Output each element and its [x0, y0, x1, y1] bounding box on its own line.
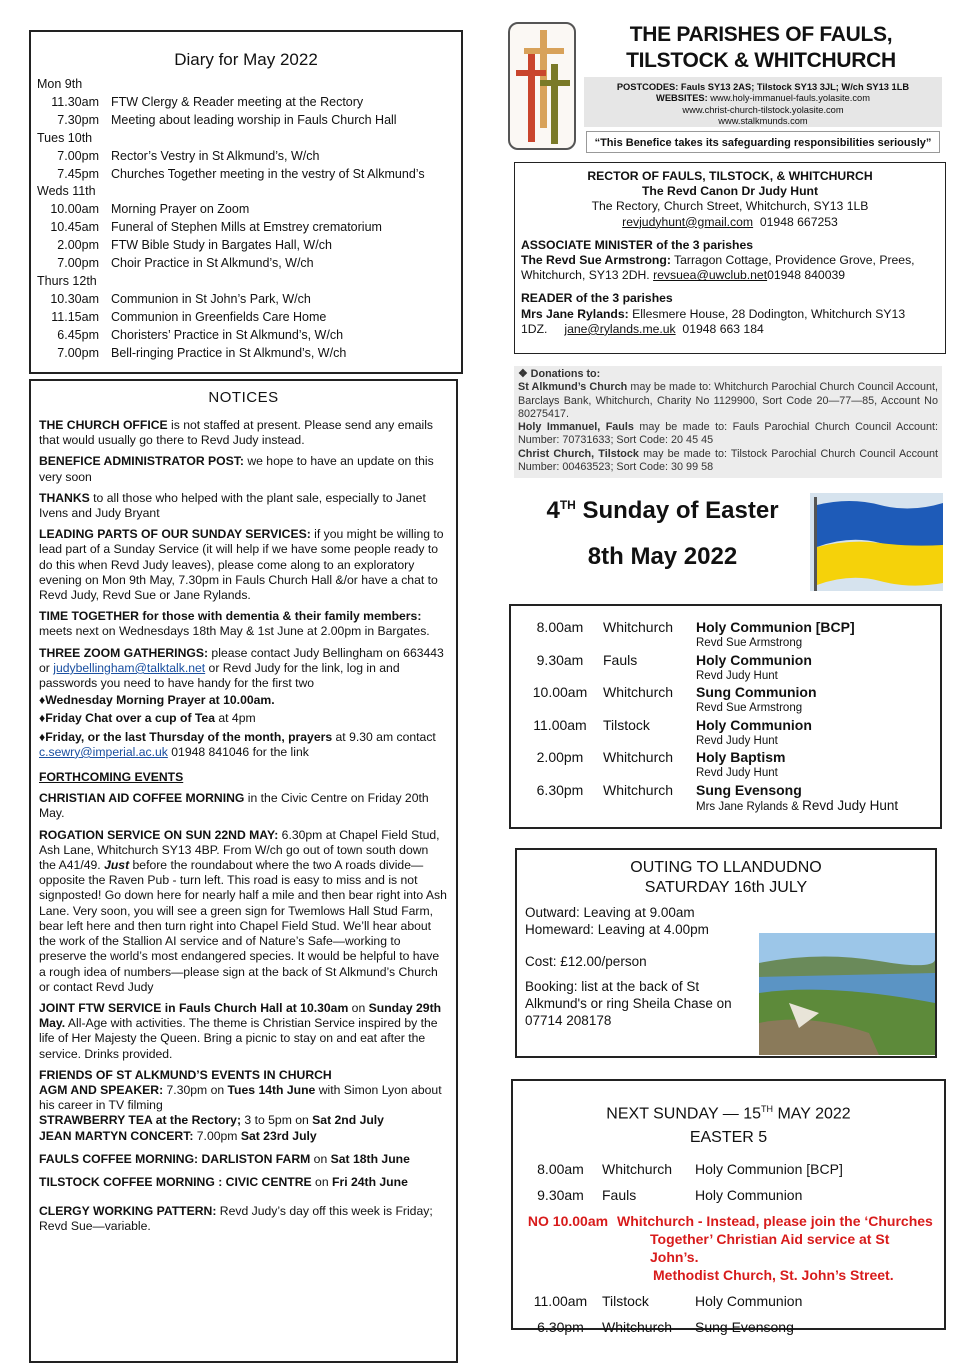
notice-heading: CHRISTIAN AID COFFEE MORNING [39, 791, 245, 806]
next-service-row [519, 1292, 938, 1310]
next-service-place: Tilstock [602, 1293, 649, 1310]
donation-line [518, 421, 938, 448]
postcodes-box [584, 77, 942, 127]
service-time: 2.00pm [536, 749, 584, 765]
forthcoming-label: FORTHCOMING EVENTS [39, 770, 184, 785]
notice-time-together [39, 609, 448, 639]
diary-time: 2.00pm [57, 238, 99, 253]
diary-time: 7.45pm [57, 166, 99, 181]
outing-date: SATURDAY 16th JULY [644, 879, 808, 896]
next-service-time: 6.30pm [537, 1319, 584, 1336]
diary-text: Choristers’ Practice in St Alkmund’s, W/ch [111, 327, 344, 342]
donation-church: Christ Church, Tilstock [518, 447, 639, 460]
associate-address: Tarragon Cottage, Providence Grove, Prees, Whitchurch, SY13 2DH. [521, 253, 915, 283]
notice-agm [39, 1083, 448, 1113]
next-service-name: Holy Communion [695, 1293, 803, 1310]
service-leader-text: Revd Judy Hunt [802, 797, 899, 813]
parish-title-line: TILSTOCK & WHITCHURCH [626, 49, 896, 72]
contacts-box [514, 162, 946, 354]
diary-time: 10.30am [50, 291, 99, 306]
notice-heading: FAULS COFFEE MORNING: DARLISTON FARM [39, 1151, 311, 1166]
reader-email-link[interactable]: jane@rylands.me.uk [564, 321, 676, 336]
next-title-text: NEXT SUNDAY — 15 [606, 1105, 762, 1123]
websites-label: WEBSITES: [656, 93, 708, 104]
notice-text: at 9.30 am contact [332, 729, 436, 744]
diary-text: Funeral of Stephen Mills at Emstrey crematorium [111, 220, 382, 235]
notice-heading: CLERGY WORKING PATTERN: [39, 1204, 217, 1219]
next-sunday-title [519, 1097, 938, 1126]
associate-email-link[interactable]: revsuea@uwclub.net [653, 268, 768, 283]
notice-christian-aid [39, 791, 448, 821]
next-service-row [519, 1318, 938, 1336]
notice-text: 01948 841046 for the link [167, 744, 309, 759]
service-leader-text: Revd Judy Hunt [696, 734, 778, 747]
diary-event [37, 112, 455, 130]
associate-name: The Revd Sue Armstrong: [521, 253, 671, 268]
diary-text: Churches Together meeting in the vestry of St Alkmund’s [111, 166, 425, 181]
sunday-name: Sunday of Easter [575, 497, 779, 524]
next-service-name: Holy Communion [695, 1187, 803, 1204]
outing-cost: Cost: £12.00/person [525, 954, 647, 969]
notice-emphasis: Just [104, 858, 130, 873]
notice-text: is not staffed at present. Please send any emails that would usually go there to Revd Judy instead. [39, 418, 434, 448]
website-link[interactable]: www.christ-church-tilstock.yolasite.com [682, 104, 844, 115]
service-row [517, 618, 934, 636]
notice-heading: TIME TOGETHER for those with dementia & their family members: [39, 609, 422, 624]
service-time: 8.00am [536, 619, 584, 635]
next-services-list [519, 1292, 938, 1336]
notice-text: in the Civic Centre on Friday 20th May. [39, 791, 429, 821]
safeguarding-statement: “This Benefice takes its safeguarding responsibilities seriously” [586, 131, 940, 153]
notice-date: Sat 18th June [330, 1151, 410, 1166]
notice-heading: ♦Friday Chat over a cup of Tea [39, 711, 215, 726]
service-name: Holy Communion [696, 651, 812, 668]
notice-date: Sunday 29th May. [39, 1000, 442, 1031]
diary-list [37, 76, 455, 363]
rector-title: RECTOR OF FAULS, TILSTOCK, & WHITCHURCH [587, 169, 873, 183]
next-service-row [519, 1160, 938, 1178]
service-name: Holy Baptism [696, 749, 786, 765]
diary-day: Thurs 12th [37, 273, 97, 288]
diary-event [37, 291, 455, 309]
next-service-time: 11.00am [533, 1293, 588, 1310]
notice-zoom-3 [39, 730, 448, 760]
parish-title-line: THE PARISHES OF FAULS, [629, 23, 893, 46]
reader-address: Ellesmere House, 28 Dodington, Whitchurch SY13 1DZ. [521, 306, 906, 336]
notice-date: Tues 14th June [227, 1082, 316, 1097]
notice-zoom-2 [39, 711, 448, 726]
notice-joint-service [39, 1001, 448, 1062]
notice-text: we hope to have an update on this very soon [39, 454, 434, 484]
next-title-suffix: TH [761, 1104, 774, 1114]
donations-title: ❖ Donations to: [518, 368, 601, 380]
reader-title: READER of the 3 parishes [521, 291, 673, 306]
diary-text: FTW Bible Study in Bargates Hall, W/ch [111, 238, 332, 253]
notice-text: with Simon Lyon about his career in TV filming [39, 1082, 442, 1113]
cancelled-note: Together’ Christian Aid service at St John’s. [650, 1231, 890, 1266]
donation-church: Holy Immanuel, Fauls [518, 421, 634, 434]
outing-box [515, 848, 937, 1058]
crosses-logo [508, 22, 576, 150]
next-service-cancelled [519, 1212, 938, 1230]
cancelled-time: NO 10.00am [527, 1213, 609, 1230]
diary-event [37, 201, 455, 219]
notice-text: or Revd Judy for the link, log in and passwords you need to have handy for the first two [39, 660, 400, 691]
notice-zoom-1 [39, 693, 448, 708]
forthcoming-heading [39, 770, 448, 785]
notice-text: 6.30pm at Chapel Field Stud, Ash Lane, Whitchurch SY13 4BP. From W/ch go out of town south down the A41/49. [39, 827, 440, 873]
notice-heading: THE CHURCH OFFICE [39, 418, 168, 432]
donations-box [514, 366, 942, 478]
diary-text: Morning Prayer on Zoom [111, 202, 250, 217]
notice-text: on [348, 1000, 369, 1015]
next-service-time: 9.30am [537, 1187, 584, 1204]
notice-heading: LEADING PARTS OF OUR SUNDAY SERVICES: [39, 527, 311, 542]
service-leader-text: Revd Judy Hunt [696, 669, 778, 682]
rector-address: The Rectory, Church Street, Whitchurch, SY13 1LB [591, 199, 869, 214]
notice-text: on [311, 1174, 332, 1189]
notice-tilstock-coffee [39, 1175, 448, 1190]
notice-text: 7.00pm [193, 1128, 241, 1143]
service-place: Tilstock [603, 716, 650, 733]
notice-clergy [39, 1204, 448, 1234]
notice-text: Revd Judy’s day off this week is Friday; Revd Sue—variable. [39, 1204, 433, 1234]
sunday-heading [520, 497, 805, 525]
cancelled-note: Methodist Church, St. John’s Street. [653, 1267, 894, 1284]
notice-heading: THREE ZOOM GATHERINGS: [39, 645, 209, 660]
service-row [517, 716, 934, 734]
outing-outward: Outward: Leaving at 9.00am [525, 905, 695, 920]
diary-day: Weds 11th [37, 184, 96, 199]
postcodes-text: POSTCODES: Fauls SY13 2AS; Tilstock SY13 3JL; W/ch SY13 1LB [616, 82, 910, 92]
associate-title: ASSOCIATE MINISTER of the 3 parishes [521, 237, 754, 252]
next-title-text: MAY 2022 [773, 1105, 851, 1123]
sunday-suffix: TH [559, 498, 576, 512]
notice-text: 7.30pm on [163, 1082, 228, 1097]
diary-time: 7.00pm [57, 345, 99, 360]
donation-church: St Alkmund’s Church [518, 381, 628, 394]
zoom-email-link[interactable]: judybellingham@talktalk.net [53, 660, 206, 675]
rector-contact [521, 215, 939, 230]
service-time: 6.30pm [536, 781, 584, 798]
diary-title: Diary for May 2022 [174, 50, 318, 69]
notice-text: All-Age with activities. The theme is Christian Service inspired by the life of Her Majesty the Queen. Bring a picnic to stay on and eat after the service. Drinks provided. [39, 1016, 438, 1061]
notice-text: to all those who helped with the plant sale, especially to Janet Ivens and Judy Bryant [39, 490, 426, 521]
service-leader [517, 669, 934, 684]
diary-event [37, 148, 455, 166]
service-place: Whitchurch [603, 781, 674, 798]
diary-text: Choir Practice in St Alkmund’s, W/ch [111, 256, 314, 271]
diary-event [37, 219, 455, 237]
sunday-number: 4 [546, 497, 560, 524]
notice-office [39, 418, 448, 448]
diary-text: Rector’s Vestry in St Alkmund’s, W/ch [111, 148, 320, 163]
notice-admin [39, 454, 448, 484]
notice-text: if you might be willing to lead part of a Sunday Service (it will help if we have some people ready to do this when Revd Judy leaves), please come along to an exploratory evening on Mon 9th May, 7.30pm in Fauls Church Hall &/or have a chat to Revd Judy, Revd Sue or Jane Rylands. [39, 527, 444, 603]
notice-text: at 4pm [214, 711, 256, 726]
notice-heading: ♦Friday, or the last Thursday of the month, prayers [39, 729, 333, 744]
parish-title [582, 22, 940, 74]
donation-text: may be made to: Tilstock Parochial Church Council Account Number: 00463523; Sort Code: 30 99 58 [518, 447, 938, 474]
reader-details [521, 307, 939, 337]
diary-box [29, 30, 463, 374]
notice-heading: TILSTOCK COFFEE MORNING : CIVIC CENTRE [39, 1174, 312, 1189]
donation-text: may be made to: Fauls Parochial Church Council Account: Number: 70731633; Sort Code: 20 45 45 [518, 421, 939, 447]
service-leader-text: Mrs Jane Rylands & [696, 800, 803, 813]
diary-event [37, 94, 455, 112]
next-services-list [519, 1160, 938, 1204]
notice-thanks [39, 491, 448, 521]
next-service-name: Holy Communion [BCP] [695, 1161, 843, 1178]
diary-day: Tues 10th [37, 130, 93, 145]
service-place: Fauls [603, 651, 638, 668]
service-name: Holy Communion [696, 716, 812, 733]
reader-phone: 01948 663 184 [682, 321, 764, 336]
ukraine-flag-icon [810, 493, 943, 591]
diary-time: 10.45am [50, 220, 99, 235]
cancelled-note: Whitchurch - Instead, please join the ‘Churches [617, 1213, 933, 1230]
service-time: 10.00am [532, 684, 588, 700]
service-leader [517, 734, 934, 749]
service-leader-text: Revd Judy Hunt [696, 767, 778, 779]
next-service-name: Sung Evensong [695, 1319, 794, 1336]
next-service-place: Whitchurch [602, 1319, 673, 1336]
associate-phone: 01948 840039 [767, 268, 846, 283]
outing-homeward: Homeward: Leaving at 4.00pm [525, 922, 709, 937]
services-box [509, 604, 942, 829]
diary-text: FTW Clergy & Reader meeting at the Rectory [111, 94, 364, 109]
service-leader-text: Revd Sue Armstrong [696, 637, 803, 649]
notice-heading: FRIENDS OF ST ALKMUND’S EVENTS IN CHURCH [39, 1067, 332, 1082]
notice-date: Fri 24th June [332, 1174, 408, 1189]
diary-text: Meeting about leading worship in Fauls Church Hall [111, 112, 397, 127]
notice-heading: STRAWBERRY TEA at the Rectory; [39, 1113, 242, 1128]
service-row [517, 683, 934, 701]
notice-heading: BENEFICE ADMINISTRATOR POST: [39, 454, 244, 469]
associate-details [521, 253, 939, 283]
next-sunday-box [511, 1079, 946, 1336]
outing-booking: Booking: list at the back of St Alkmund's or ring Sheila Chase on 07714 208178 [525, 979, 732, 1028]
service-row [517, 748, 934, 766]
llandudno-photo [759, 933, 935, 1055]
diary-text: Communion in Greenfields Care Home [111, 309, 327, 324]
donation-line [518, 381, 938, 421]
notice-text: 3 to 5pm on [241, 1113, 313, 1128]
diary-time: 7.00pm [57, 256, 99, 271]
service-row [517, 781, 934, 799]
notice-leading [39, 527, 448, 603]
notice-strawberry [39, 1113, 448, 1128]
crosses-icon [510, 24, 574, 148]
diary-day: Mon 9th [37, 77, 83, 91]
service-name: Holy Communion [BCP] [696, 619, 855, 635]
next-service-place: Whitchurch [602, 1161, 673, 1178]
notice-text: please contact Judy Bellingham on 663443 or [39, 645, 444, 675]
donation-line [518, 448, 938, 475]
service-place: Whitchurch [603, 619, 674, 635]
notice-text: on [310, 1151, 331, 1166]
diary-time: 10.00am [50, 202, 99, 217]
service-leader [517, 766, 934, 781]
next-service-place: Fauls [602, 1187, 637, 1204]
rector-email-link[interactable]: revjudyhunt@gmail.com [622, 214, 754, 229]
notices-box [29, 379, 458, 1363]
service-name: Sung Communion [696, 684, 817, 700]
notice-date: Sat 2nd July [312, 1113, 384, 1128]
sewry-email-link[interactable]: c.sewry@imperial.ac.uk [39, 744, 168, 759]
service-time: 11.00am [533, 716, 587, 733]
service-place: Whitchurch [603, 749, 674, 765]
service-row [517, 651, 934, 669]
diary-time: 7.30pm [57, 112, 99, 127]
service-leader [517, 636, 934, 651]
service-leader [517, 799, 934, 815]
service-time: 9.30am [536, 651, 584, 668]
website-link[interactable]: www.holy-immanuel-fauls.yolasite.com [707, 93, 870, 104]
notices-title: NOTICES [208, 389, 279, 406]
notice-rogation [39, 828, 448, 995]
service-name: Sung Evensong [696, 781, 802, 798]
websites-line [584, 93, 942, 104]
sunday-date: 8th May 2022 [587, 543, 738, 570]
donation-text: may be made to: Whitchurch Parochial Church Council Account, Barclays Bank, Whitchurch, Charity No 1129900, Sort Code 20—77—85, Account No 80275417. [518, 381, 938, 420]
notice-heading: AGM AND SPEAKER: [39, 1082, 164, 1097]
diary-time: 11.15am [51, 309, 99, 324]
diary-text: Bell-ringing Practice in St Alkmund’s, W/ch [111, 345, 347, 360]
rector-name: The Revd Canon Dr Judy Hunt [641, 184, 819, 199]
notice-friends [39, 1068, 448, 1083]
notice-zoom [39, 646, 448, 692]
service-place: Whitchurch [603, 684, 674, 700]
rector-phone: 01948 667253 [759, 214, 838, 229]
diary-event [37, 166, 455, 184]
diary-event [37, 345, 455, 363]
diary-event [37, 237, 455, 255]
diary-event [37, 309, 455, 327]
outing-title: OUTING TO LLANDUDNO [630, 859, 822, 876]
services-list [517, 618, 934, 814]
notice-fauls-coffee [39, 1152, 448, 1167]
notice-heading: ROGATION SERVICE ON SUN 22ND MAY: [39, 827, 279, 842]
notice-date: Sat 23rd July [240, 1128, 317, 1143]
diary-text: Communion in St John’s Park, W/ch [111, 291, 311, 306]
next-sunday-subtitle: EASTER 5 [689, 1129, 768, 1147]
notice-heading: JOINT FTW SERVICE in Fauls Church Hall at 10.30am [39, 1000, 349, 1015]
service-leader [517, 701, 934, 716]
website-link[interactable]: www.stalkmunds.com [718, 115, 808, 126]
diary-event [37, 327, 455, 345]
notice-text: meets next on Wednesdays 18th May & 1st June at 2.00pm in Bargates. [39, 624, 430, 639]
diary-time: 6.45pm [57, 327, 99, 342]
diary-event [37, 255, 455, 273]
diary-time: 7.00pm [57, 148, 99, 163]
notice-text: at 10.00am. [205, 693, 275, 708]
notice-concert [39, 1129, 448, 1144]
service-leader-text: Revd Sue Armstrong [696, 702, 803, 714]
notice-text: before the roundabout where the two A roads divide—opposite the Raven Pub - turn left. This road is easy to miss and is not signposted! Go down here for nearly half a mile and then bear right into Ash Lane. Very soon, you will see a green sign for Twemlows Hall Stud Farm, bear left here and then turn right into Chapel Field Stud. We’ll hear about the work of the Stallion AI service and of Nature’s Safe—working to preserve the world’s most endangered species. It would be helpful to have a rough idea of numbers—please sign at the back of St Alkmund’s Church or contact Revd Judy [39, 858, 447, 994]
reader-name: Mrs Jane Rylands: [521, 306, 629, 321]
notice-heading: ♦Wednesday Morning Prayer [39, 693, 206, 708]
next-service-time: 8.00am [537, 1161, 584, 1178]
next-service-row [519, 1186, 938, 1204]
notice-heading: THANKS [39, 490, 90, 505]
notice-heading: JEAN MARTYN CONCERT: [39, 1128, 194, 1143]
diary-time: 11.30am [51, 94, 99, 109]
